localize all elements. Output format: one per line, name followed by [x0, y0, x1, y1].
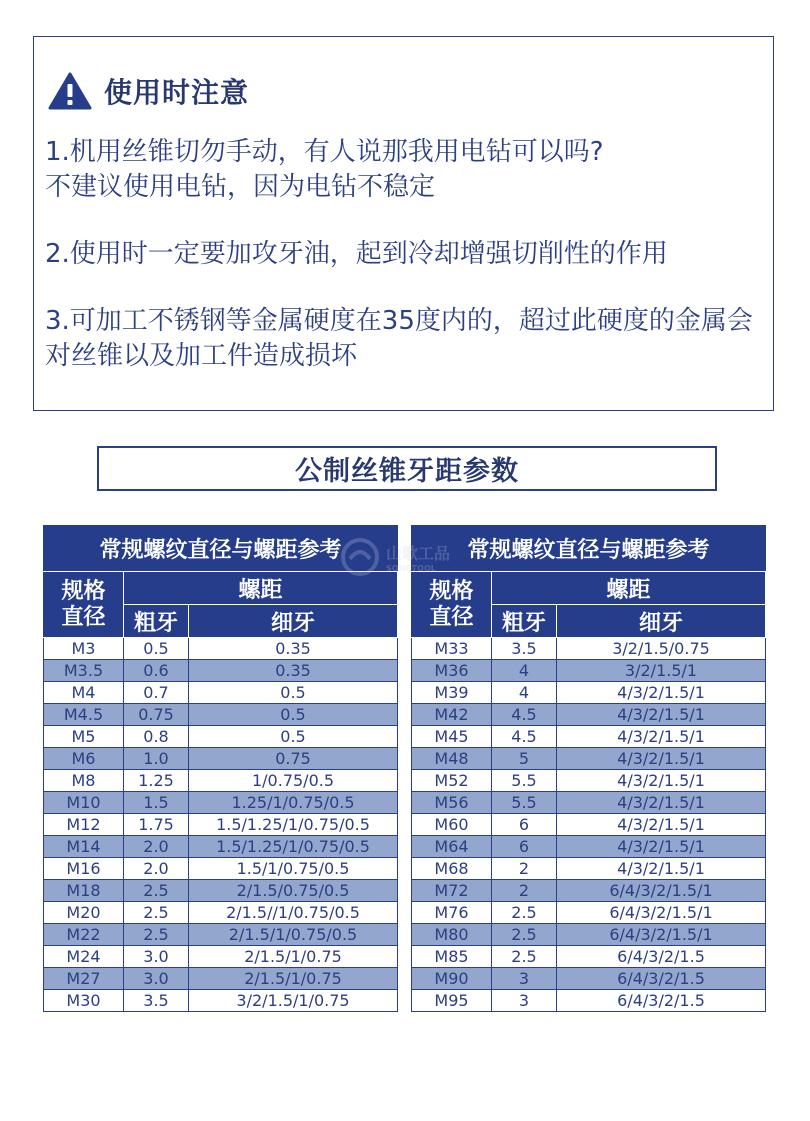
fine-cell: 6/4/3/2/1.5: [557, 968, 766, 990]
coarse-cell: 2.5: [492, 902, 557, 924]
coarse-cell: 1.75: [124, 814, 189, 836]
coarse-cell: 2.5: [492, 946, 557, 968]
fine-cell: 2/1.5/1/0.75: [189, 968, 398, 990]
spec-cell: M8: [44, 770, 124, 792]
table-row: [412, 814, 766, 836]
fine-cell: 1.5/1.25/1/0.75/0.5: [189, 836, 398, 858]
coarse-cell: 2.5: [492, 924, 557, 946]
coarse-cell: 4: [492, 682, 557, 704]
coarse-cell: 3: [492, 968, 557, 990]
coarse-header: 粗牙: [492, 605, 557, 638]
table-row: [44, 770, 398, 792]
fine-cell: 4/3/2/1.5/1: [557, 704, 766, 726]
spec-cell: M4: [44, 682, 124, 704]
coarse-cell: 4.5: [492, 704, 557, 726]
spec-cell: M12: [44, 814, 124, 836]
warning-icon: [48, 72, 92, 110]
fine-cell: 2/1.5/1/0.75: [189, 946, 398, 968]
coarse-cell: 6: [492, 814, 557, 836]
spec-cell: M27: [44, 968, 124, 990]
coarse-cell: 4.5: [492, 726, 557, 748]
spec-cell: M14: [44, 836, 124, 858]
coarse-cell: 1.5: [124, 792, 189, 814]
fine-cell: 2/1.5/1/0.75/0.5: [189, 924, 398, 946]
spec-cell: M5: [44, 726, 124, 748]
fine-cell: 6/4/3/2/1.5: [557, 946, 766, 968]
spec-cell: M18: [44, 880, 124, 902]
spec-cell: M45: [412, 726, 492, 748]
coarse-cell: 2: [492, 880, 557, 902]
coarse-cell: 0.75: [124, 704, 189, 726]
coarse-cell: 2.0: [124, 858, 189, 880]
table-row: [412, 990, 766, 1012]
fine-cell: 4/3/2/1.5/1: [557, 836, 766, 858]
fine-header: 细牙: [557, 605, 766, 638]
notice-title: 使用时注意: [104, 76, 250, 109]
spec-cell: M6: [44, 748, 124, 770]
spec-cell: M30: [44, 990, 124, 1012]
table-row: [412, 792, 766, 814]
coarse-cell: 5.5: [492, 792, 557, 814]
fine-cell: 4/3/2/1.5/1: [557, 682, 766, 704]
table-body-right: [412, 638, 766, 1012]
coarse-cell: 3.0: [124, 968, 189, 990]
spec-cell: M95: [412, 990, 492, 1012]
coarse-cell: 2.5: [124, 902, 189, 924]
coarse-cell: 2: [492, 858, 557, 880]
fine-cell: 6/4/3/2/1.5/1: [557, 880, 766, 902]
spec-header: 规格 直径: [44, 572, 124, 638]
coarse-cell: 2.0: [124, 836, 189, 858]
spec-cell: M72: [412, 880, 492, 902]
table-row: [44, 902, 398, 924]
table-row: [412, 682, 766, 704]
coarse-header: 粗牙: [124, 605, 189, 638]
pitch-header: 螺距: [124, 572, 398, 605]
coarse-cell: 4: [492, 660, 557, 682]
fine-cell: 3/2/1.5/1/0.75: [189, 990, 398, 1012]
coarse-cell: 5: [492, 748, 557, 770]
table-caption: 常规螺纹直径与螺距参考: [44, 526, 398, 572]
table-row: [44, 946, 398, 968]
fine-cell: 1/0.75/0.5: [189, 770, 398, 792]
spec-cell: M20: [44, 902, 124, 924]
spec-cell: M60: [412, 814, 492, 836]
coarse-cell: 3.5: [124, 990, 189, 1012]
spec-cell: M56: [412, 792, 492, 814]
notice-item-1: 1.机用丝锥切勿手动，有人说那我用电钻可以吗? 不建议使用电钻，因为电钻不稳定: [45, 137, 604, 202]
table-row: [412, 902, 766, 924]
spec-cell: M64: [412, 836, 492, 858]
table-row: [44, 990, 398, 1012]
spec-cell: M4.5: [44, 704, 124, 726]
watermark-subtext: SONGTOOL: [386, 564, 436, 573]
table-row: [44, 880, 398, 902]
table-row: [44, 748, 398, 770]
spec-cell: M90: [412, 968, 492, 990]
spec-cell: M48: [412, 748, 492, 770]
spec-cell: M85: [412, 946, 492, 968]
table-body-left: [44, 638, 398, 1012]
fine-cell: 1.5/1/0.75/0.5: [189, 858, 398, 880]
table-row: [44, 924, 398, 946]
spec-cell: M24: [44, 946, 124, 968]
fine-cell: 0.35: [189, 660, 398, 682]
coarse-cell: 5.5: [492, 770, 557, 792]
spec-cell: M33: [412, 638, 492, 660]
notice-box: [33, 36, 774, 411]
table-row: [44, 660, 398, 682]
coarse-cell: 3.5: [492, 638, 557, 660]
table-row: [412, 946, 766, 968]
table-row: [412, 880, 766, 902]
fine-cell: 4/3/2/1.5/1: [557, 858, 766, 880]
table-row: [44, 638, 398, 660]
table-row: [44, 814, 398, 836]
coarse-cell: 1.0: [124, 748, 189, 770]
fine-cell: 0.35: [189, 638, 398, 660]
fine-cell: 3/2/1.5/1: [557, 660, 766, 682]
notice-item-3: 3.可加工不锈钢等金属硬度在35度内的，超过此硬度的金属会对丝锥以及加工件造成损坏: [45, 306, 753, 371]
coarse-cell: 3: [492, 990, 557, 1012]
fine-cell: 0.5: [189, 726, 398, 748]
coarse-cell: 3.0: [124, 946, 189, 968]
spec-header: 规格 直径: [412, 572, 492, 638]
table-row: [412, 836, 766, 858]
spec-cell: M16: [44, 858, 124, 880]
coarse-cell: 0.7: [124, 682, 189, 704]
table-row: [44, 704, 398, 726]
spec-cell: M22: [44, 924, 124, 946]
watermark-text: 山歌工品: [386, 544, 451, 563]
fine-cell: 1.5/1.25/1/0.75/0.5: [189, 814, 398, 836]
coarse-cell: 2.5: [124, 880, 189, 902]
spec-cell: M39: [412, 682, 492, 704]
table-row: [412, 704, 766, 726]
fine-cell: 2/1.5//1/0.75/0.5: [189, 902, 398, 924]
table-row: [412, 858, 766, 880]
fine-cell: 6/4/3/2/1.5/1: [557, 924, 766, 946]
coarse-cell: 0.8: [124, 726, 189, 748]
fine-cell: 4/3/2/1.5/1: [557, 748, 766, 770]
fine-cell: 2/1.5/0.75/0.5: [189, 880, 398, 902]
fine-cell: 4/3/2/1.5/1: [557, 726, 766, 748]
pitch-table-right: [411, 525, 766, 1012]
table-row: [44, 858, 398, 880]
table-row: [412, 770, 766, 792]
coarse-cell: 0.5: [124, 638, 189, 660]
section-title: 公制丝锥牙距参数: [97, 446, 717, 491]
coarse-cell: 1.25: [124, 770, 189, 792]
table-row: [412, 660, 766, 682]
pitch-header: 螺距: [492, 572, 766, 605]
pitch-table-left: [43, 525, 398, 1012]
notice-item-2: 2.使用时一定要加攻牙油，起到冷却增强切削性的作用: [45, 239, 668, 269]
table-row: [44, 968, 398, 990]
fine-cell: 1.25/1/0.75/0.5: [189, 792, 398, 814]
table-row: [44, 726, 398, 748]
spec-cell: M68: [412, 858, 492, 880]
spec-cell: M52: [412, 770, 492, 792]
spec-cell: M42: [412, 704, 492, 726]
table-row: [44, 792, 398, 814]
spec-cell: M3.5: [44, 660, 124, 682]
notice-body: [45, 135, 769, 406]
fine-cell: 0.5: [189, 704, 398, 726]
fine-cell: 0.5: [189, 682, 398, 704]
table-row: [412, 924, 766, 946]
fine-cell: 3/2/1.5/0.75: [557, 638, 766, 660]
spec-cell: M36: [412, 660, 492, 682]
table-row: [44, 836, 398, 858]
table-caption: 常规螺纹直径与螺距参考: [412, 526, 766, 572]
spec-cell: M3: [44, 638, 124, 660]
notice-header: [48, 71, 249, 111]
fine-cell: 6/4/3/2/1.5: [557, 990, 766, 1012]
coarse-cell: 0.6: [124, 660, 189, 682]
fine-header: 细牙: [189, 605, 398, 638]
spec-cell: M76: [412, 902, 492, 924]
coarse-cell: 2.5: [124, 924, 189, 946]
coarse-cell: 6: [492, 836, 557, 858]
fine-cell: 4/3/2/1.5/1: [557, 792, 766, 814]
table-row: [412, 748, 766, 770]
spec-cell: M80: [412, 924, 492, 946]
table-row: [412, 638, 766, 660]
table-row: [44, 682, 398, 704]
fine-cell: 0.75: [189, 748, 398, 770]
table-row: [412, 968, 766, 990]
spec-cell: M10: [44, 792, 124, 814]
table-row: [412, 726, 766, 748]
fine-cell: 4/3/2/1.5/1: [557, 770, 766, 792]
fine-cell: 4/3/2/1.5/1: [557, 814, 766, 836]
fine-cell: 6/4/3/2/1.5/1: [557, 902, 766, 924]
